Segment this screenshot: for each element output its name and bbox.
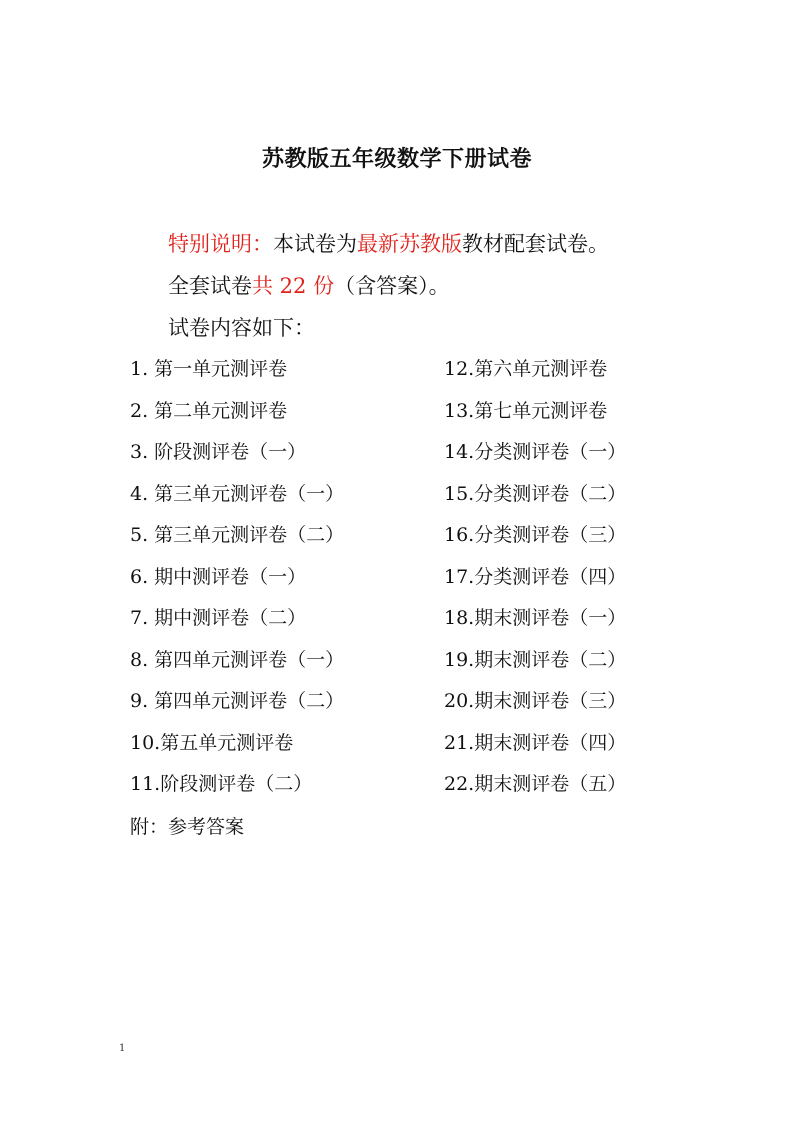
list-row	[130, 396, 690, 438]
list-item: 10.第五单元测评卷	[130, 731, 294, 754]
list-row	[130, 686, 690, 728]
list-row	[130, 479, 690, 521]
special-note-label: 特别说明：	[168, 232, 273, 256]
appendix-answers: 附：参考答案	[130, 816, 245, 838]
set-count-line	[168, 270, 450, 300]
list-item: 4. 第三单元测评卷（一）	[130, 482, 345, 505]
list-item: 7. 期中测评卷（二）	[130, 607, 307, 629]
list-item: 3. 阶段测评卷（一）	[130, 441, 307, 463]
note-text: 本试卷为	[273, 232, 357, 256]
page-number: 1	[119, 1043, 126, 1054]
list-item: 2. 第二单元测评卷	[130, 399, 288, 422]
note-highlight-edition: 最新苏教版	[357, 232, 462, 256]
list-row	[130, 520, 690, 562]
list-item: 11.阶段测评卷（二）	[130, 773, 313, 795]
list-item: 13.第七单元测评卷	[444, 399, 608, 422]
list-item: 22.期末测评卷（五）	[444, 773, 627, 795]
list-item: 9. 第四单元测评卷（二）	[130, 690, 345, 712]
list-item: 17.分类测评卷（四）	[444, 565, 627, 588]
note-highlight-count: 共 22 份	[252, 274, 335, 298]
list-row	[130, 437, 690, 479]
note-text: 教材配套试卷。	[462, 232, 609, 256]
note-text: （含答案）。	[334, 274, 450, 298]
contents-list	[130, 354, 690, 811]
note-text: 全套试卷	[168, 274, 252, 298]
list-item: 16.分类测评卷（三）	[444, 524, 627, 546]
list-item: 19.期末测评卷（二）	[444, 648, 627, 671]
list-row	[130, 645, 690, 687]
list-item: 15.分类测评卷（二）	[444, 482, 627, 505]
list-item: 8. 第四单元测评卷（一）	[130, 648, 345, 671]
list-item: 6. 期中测评卷（一）	[130, 565, 307, 588]
list-item: 18.期末测评卷（一）	[444, 607, 627, 629]
document-title: 苏教版五年级数学下册试卷	[261, 146, 532, 172]
list-item: 20.期末测评卷（三）	[444, 690, 627, 712]
list-row	[130, 603, 690, 645]
list-row	[130, 562, 690, 604]
contents-heading: 试卷内容如下：	[168, 316, 315, 340]
list-item: 12.第六单元测评卷	[444, 358, 608, 380]
special-note-line	[168, 228, 609, 258]
list-item: 21.期末测评卷（四）	[444, 731, 627, 754]
list-item: 5. 第三单元测评卷（二）	[130, 524, 345, 546]
list-item: 1. 第一单元测评卷	[130, 358, 288, 380]
list-row	[130, 728, 690, 770]
list-row	[130, 354, 690, 396]
list-row	[130, 769, 690, 811]
list-item: 14.分类测评卷（一）	[444, 441, 627, 463]
